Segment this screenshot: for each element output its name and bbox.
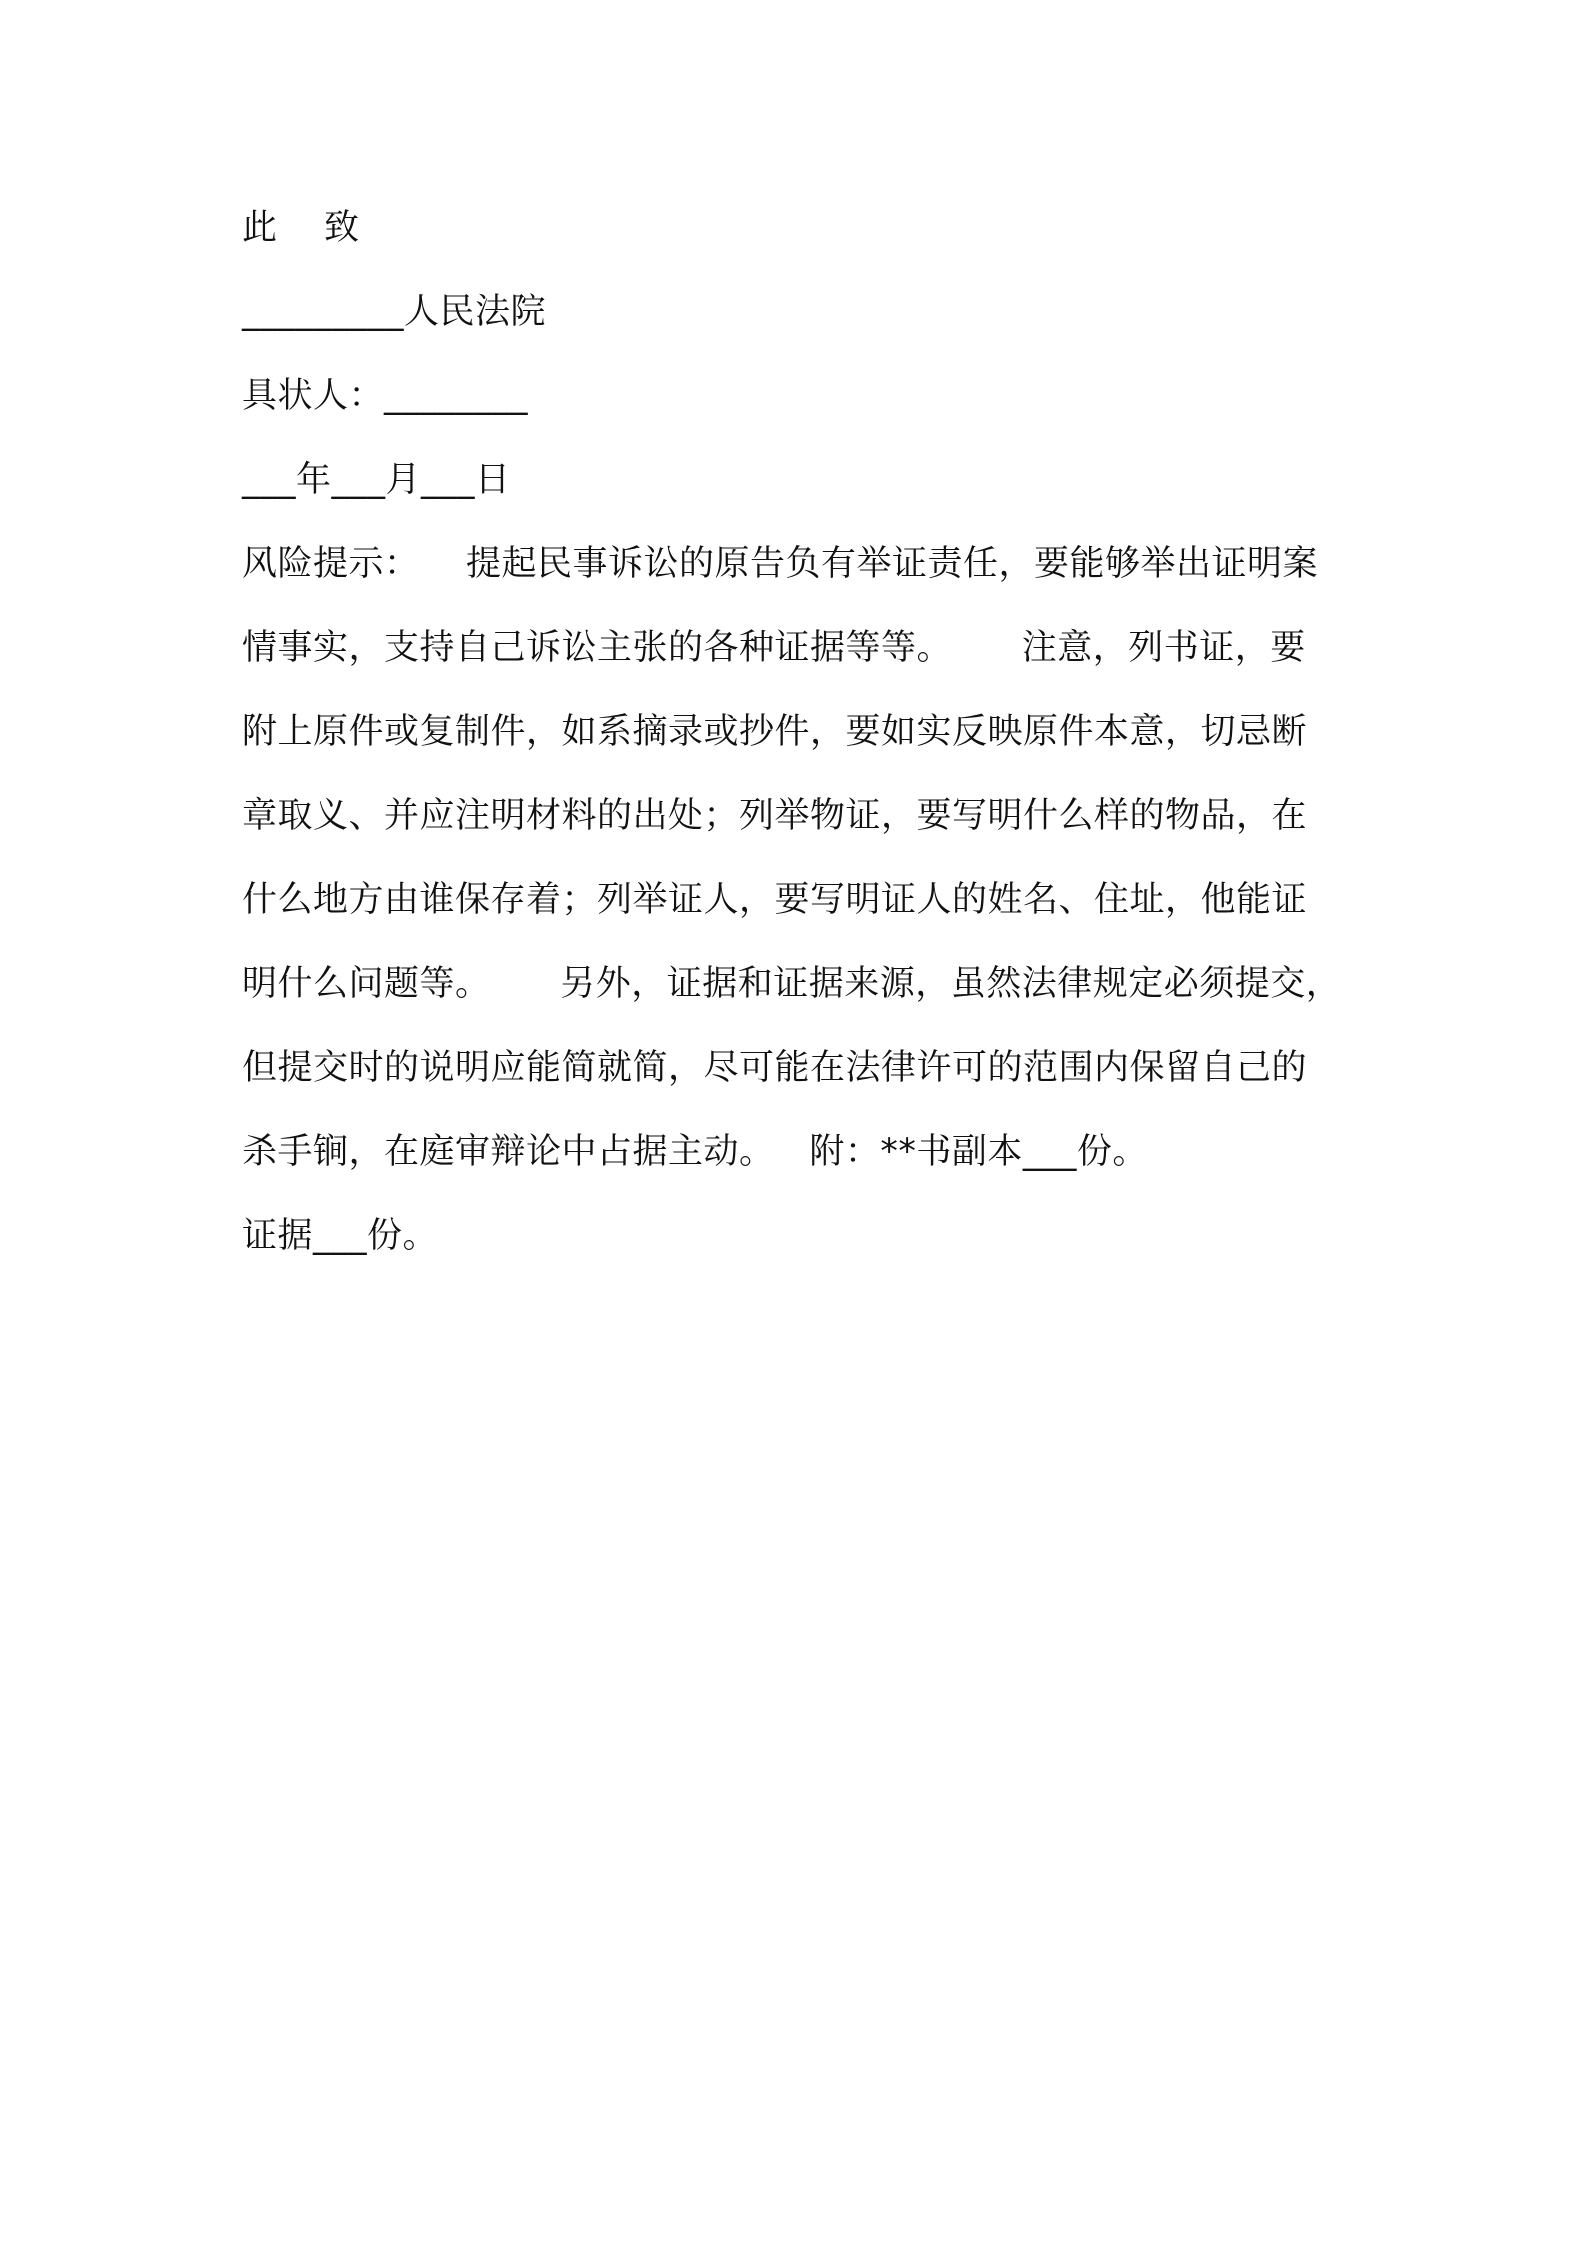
notice-line: 什么地方由谁保存着；列举证人，要写明证人的姓名、住址，他能证: [242, 880, 1308, 920]
salutation-line: 此 致: [242, 208, 360, 248]
notice-line: 杀手锏，在庭审辩论中占据主动。 附：**书副本___份。: [242, 1132, 1148, 1172]
notice-line: 附上原件或复制件，如系摘录或抄件，要如实反映原件本意，切忌断: [242, 712, 1308, 752]
notice-line: 风险提示： 提起民事诉讼的原告负有举证责任，要能够举出证明案: [242, 544, 1319, 584]
notice-line: 章取义、并应注明材料的出处；列举物证，要写明什么样的物品，在: [242, 796, 1308, 836]
signer-line: 具状人：________: [242, 376, 529, 416]
notice-line: 情事实，支持自己诉讼主张的各种证据等等。 注意，列书证，要: [242, 628, 1306, 668]
court-line: _________人民法院: [242, 292, 547, 332]
notice-line: 明什么问题等。 另外，证据和证据来源，虽然法律规定必须提交，: [242, 964, 1342, 1004]
date-line: ___年___月___日: [242, 460, 511, 500]
notice-line: 但提交时的说明应能简就简，尽可能在法律许可的范围内保留自己的: [242, 1048, 1308, 1088]
notice-line: 证据___份。: [242, 1216, 439, 1256]
